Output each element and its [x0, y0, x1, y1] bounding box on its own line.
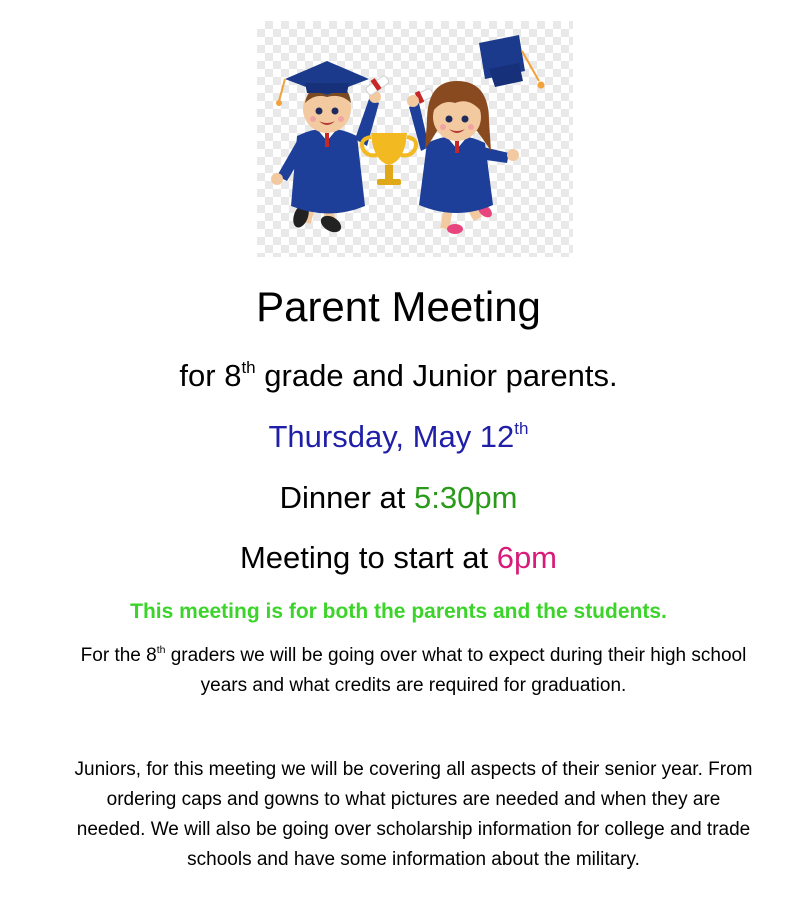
graduate-girl-icon: [407, 81, 519, 234]
date-text: Thursday, May 12: [268, 419, 515, 454]
flyer-subtitle: [0, 356, 797, 396]
subtitle-prefix: for 8: [179, 358, 242, 393]
subtitle-ordinal: th: [241, 358, 256, 378]
eighth-grade-text: graders we will be going over what to expect during their high school years and what credits are required for graduation.: [165, 645, 747, 696]
meeting-date: [0, 417, 797, 457]
dinner-time-line: [0, 478, 797, 518]
subtitle-suffix: grade and Junior parents.: [255, 358, 618, 393]
juniors-paragraph: Juniors, for this meeting we will be covering all aspects of their senior year. From ordering caps and gowns to what pictures are needed and when they are needed. We will also be going over scholarship information for college and trade schools and have some information about the military.: [74, 759, 753, 870]
dinner-label: Dinner at: [279, 480, 414, 515]
date-ordinal: th: [514, 419, 529, 439]
audience-note: This meeting is for both the parents and the students.: [130, 600, 667, 623]
trophy-icon: [362, 133, 416, 185]
meeting-start-line: [0, 538, 797, 578]
eighth-grade-paragraph: [70, 641, 757, 701]
flyer-title: Parent Meeting: [256, 283, 541, 330]
meeting-start-time: 6pm: [496, 540, 558, 575]
graduation-illustration: [257, 21, 573, 257]
graduates-drawing: [257, 21, 573, 257]
meeting-label: Meeting to start at: [239, 540, 497, 575]
graduation-cap-icon: [479, 35, 545, 89]
eighth-grade-prefix: For the 8: [80, 645, 157, 666]
eighth-grade-ordinal: th: [156, 645, 166, 657]
dinner-time: 5:30pm: [414, 480, 518, 515]
